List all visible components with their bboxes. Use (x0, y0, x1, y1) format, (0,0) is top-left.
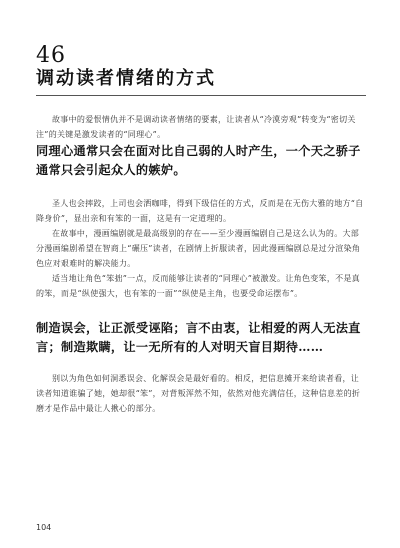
paragraph-intro: 故事中的爱恨情仇并不是调动读者情绪的要素，让读者从“冷漠旁观”转变为“密切关注”的关键是激发读者的“同理心”。 (36, 115, 356, 139)
paragraph-2: 圣人也会摔跤，上司也会洒咖啡，得到下级信任的方式，反而是在无伤大雅的地方“自降身价”，显出亲和有笨的一面，这是有一定道理的。 (36, 199, 364, 223)
chapter-body (36, 112, 366, 416)
heading-divider (36, 95, 366, 96)
chapter-number: 46 (36, 43, 66, 68)
paragraph-4: 适当地让角色“笨拙”一点，反而能够让读者的“同理心”被激发。让角色变笨，不是真的笨，而是“纵使强大，也有笨的一面”“纵使是主角，也要受命运摆布”。 (36, 274, 361, 298)
chapter-heading (36, 44, 366, 90)
pullquote-empathy: 同理心通常只会在面对比自己弱的人时产生，一个天之骄子通常只会引起众人的嫉妒。 (36, 144, 361, 177)
page-number: 104 (36, 523, 52, 532)
pullquote-misunderstanding: 制造误会，让正派受诬陷；言不由衷，让相爱的两人无法直言；制造欺瞒，让一无所有的人对明天盲目期待…… (36, 321, 361, 354)
chapter-title: 调动读者情绪的方式 (36, 68, 216, 89)
paragraph-3: 在故事中，漫画编剧就是最高级别的存在——至少漫画编剧自己是这么认为的。大部分漫画编剧希望在智商上“碾压”读者，在剧情上折服读者，因此漫画编剧总是过分渲染角色应对艰难时的解决能力。 (36, 229, 361, 268)
paragraph-5: 别以为角色如何洞悉误会、化解误会是最好看的。相反，把信息摊开来给读者看，让读者知道谁骗了她，她却很“笨”，对背叛浑然不知，依然对他充满信任，这种信息差的折磨才是作品中最让人揪心的部分。 (36, 374, 361, 413)
